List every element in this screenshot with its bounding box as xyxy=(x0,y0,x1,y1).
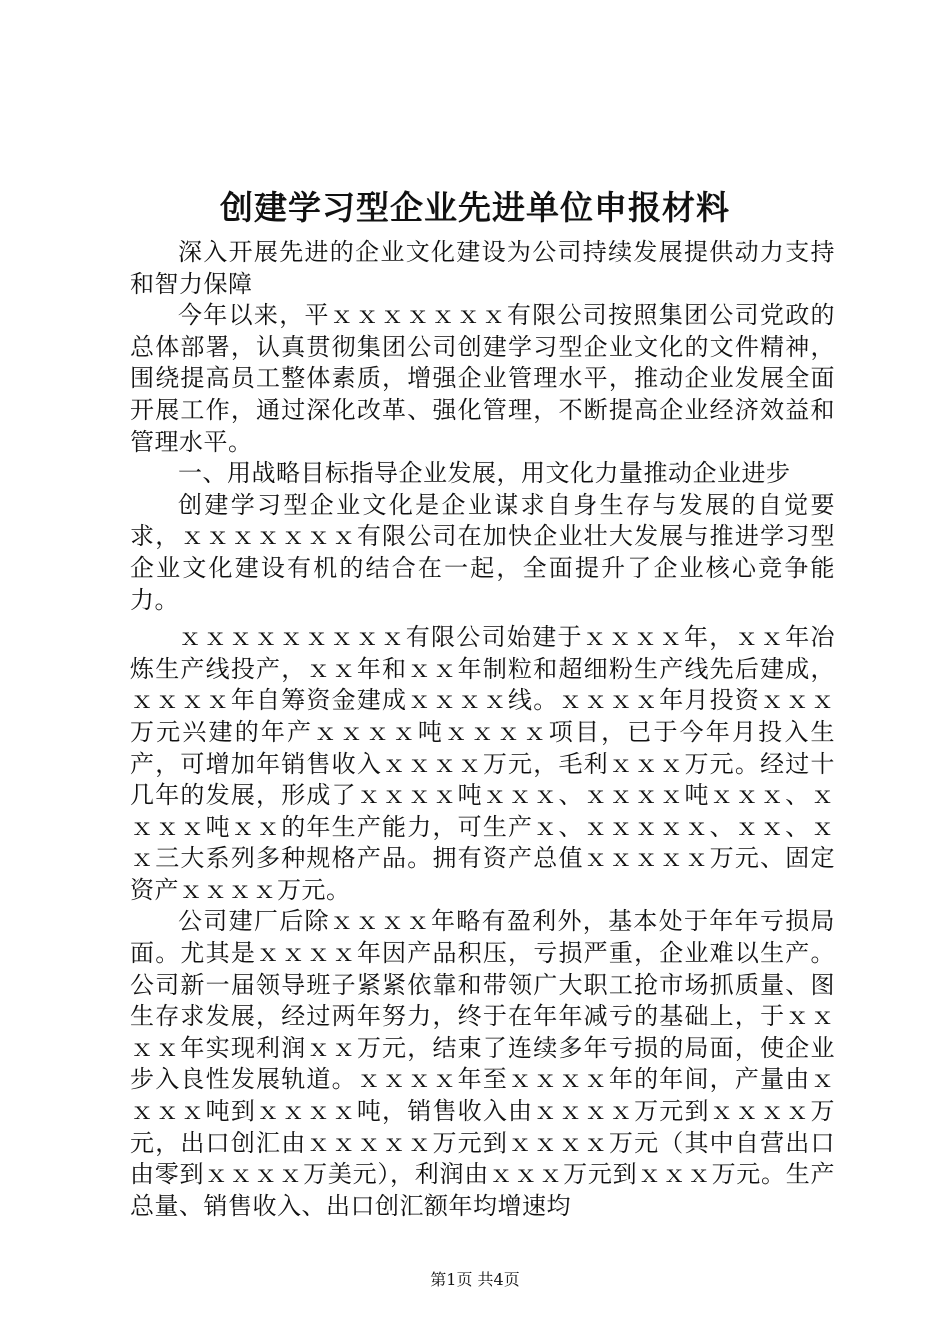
page-footer: 第1页 共4页 xyxy=(430,1270,520,1289)
paragraph-company-history: ｘｘｘｘｘｘｘｘｘ有限公司始建于ｘｘｘｘ年，ｘｘ年冶炼生产线投产，ｘｘ年和ｘｘ年制粒和超细粉生产线先后建成，ｘｘｘｘ年自筹资金建成ｘｘｘｘ线。ｘｘｘｘ年月投资ｘｘｘ万元兴建的年产ｘｘｘｘ吨ｘｘｘｘ项目，已于今年月投入生产，可增加年销售收入ｘｘｘｘ万元，毛利ｘｘｘ万元。经过十几年的发展，形成了ｘｘｘｘ吨ｘｘｘ、ｘｘｘｘ吨ｘｘｘ、ｘｘｘｘ吨ｘｘ的年生产能力，可生产ｘ、ｘｘｘｘｘ、ｘｘ、ｘｘ三大系列多种规格产品。拥有资产总值ｘｘｘｘｘ万元、固定资产ｘｘｘｘ万元。 xyxy=(130,623,835,904)
page-title: 创建学习型企业先进单位申报材料 xyxy=(220,188,730,227)
paragraph-culture: 创建学习型企业文化是企业谋求自身生存与发展的自觉要求，ｘｘｘｘｘｘｘ有限公司在加快企业壮大发展与推进学习型企业文化建设有机的结合在一起，全面提升了企业核心竞争能力。 xyxy=(130,490,835,614)
paragraph-intro: 今年以来，平ｘｘｘｘｘｘｘ有限公司按照集团公司党政的总体部署，认真贯彻集团公司创建学习型企业文化的文件精神，围绕提高员工整体素质，增强企业管理水平，推动企业发展全面开展工作，通过深化改革、强化管理，不断提高企业经济效益和管理水平。 xyxy=(130,301,835,456)
paragraph-subtitle: 深入开展先进的企业文化建设为公司持续发展提供动力支持和智力保障 xyxy=(130,238,835,298)
paragraph-performance: 公司建厂后除ｘｘｘｘ年略有盈利外，基本处于年年亏损局面。尤其是ｘｘｘｘ年因产品积压，亏损严重，企业难以生产。公司新一届领导班子紧紧依靠和带领广大职工抢市场抓质量、图生存求发展，经过两年努力，终于在年年减亏的基础上，于ｘｘｘｘ年实现利润ｘｘ万元，结束了连续多年亏损的局面，使企业步入良性发展轨道。ｘｘｘｘ年至ｘｘｘｘ年的年间，产量由ｘｘｘｘ吨到ｘｘｘｘ吨，销售收入由ｘｘｘｘ万元到ｘｘｘｘ万元，出口创汇由ｘｘｘｘｘ万元到ｘｘｘｘ万元（其中自营出口由零到ｘｘｘｘ万美元），利润由ｘｘｘ万元到ｘｘｘ万元。生产总量、销售收入、出口创汇额年均增速均 xyxy=(130,907,835,1220)
section-heading-1: 一、用战略目标指导企业发展，用文化力量推动企业进步 xyxy=(178,459,791,488)
document-body xyxy=(130,237,835,1222)
